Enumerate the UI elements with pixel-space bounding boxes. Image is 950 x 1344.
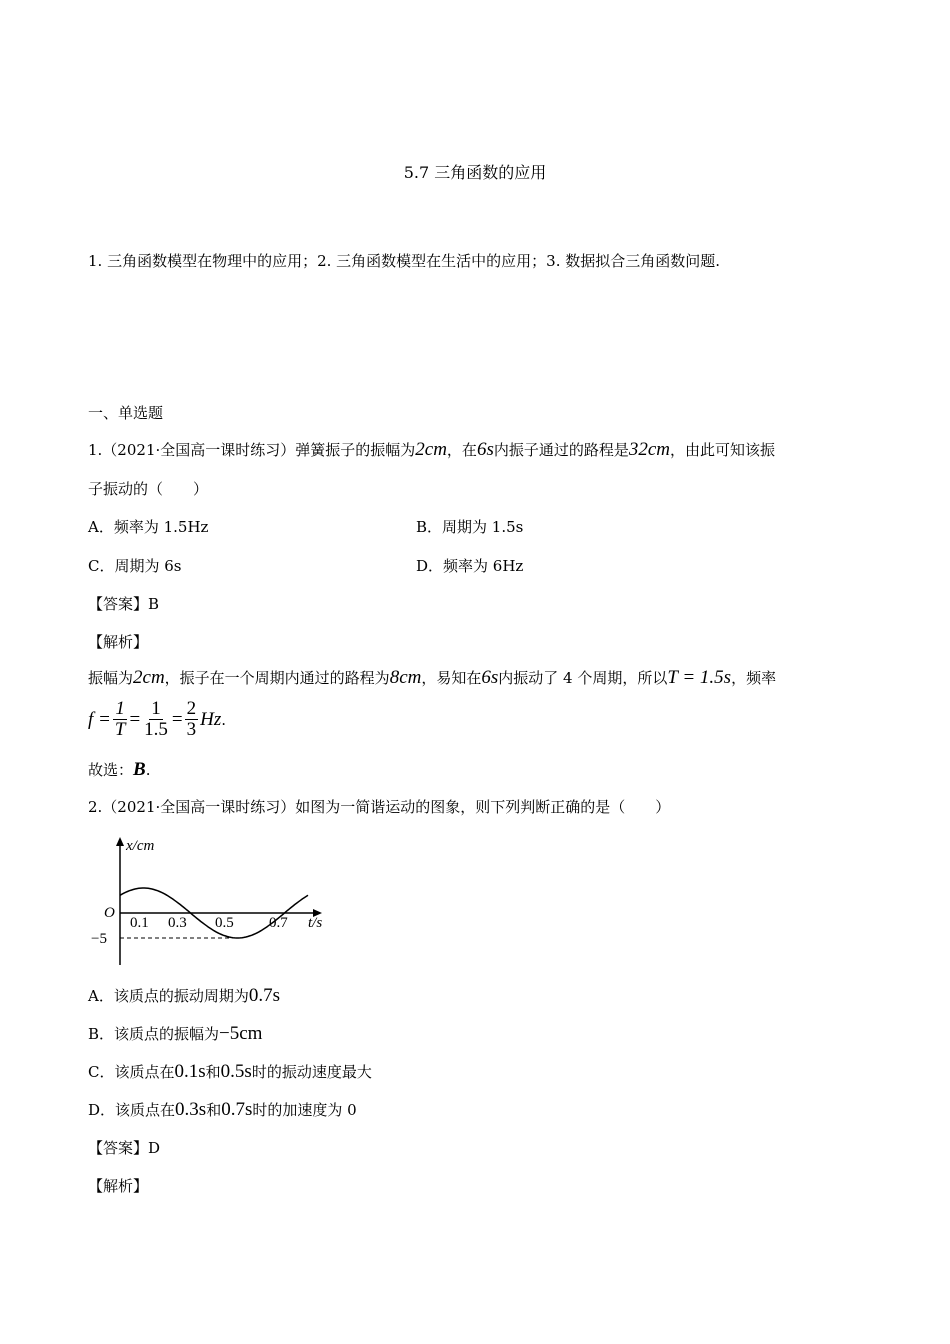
q1-option-b: B．周期为 1.5s: [416, 518, 524, 536]
q2-option-d-v2: 0.7s: [221, 1099, 253, 1120]
q1-analysis-v2: 8cm: [389, 667, 422, 688]
q1-analysis-period: T = 1.5s: [667, 667, 732, 688]
q2-stem: 2.（2021·全国高一课时练习）如图为一简谐运动的图象，则下列判断正确的是（ ）: [88, 798, 671, 816]
fraction-2: [142, 699, 170, 740]
q1-time: 6s: [476, 439, 494, 460]
q1-analysis-label: 【解析】: [88, 633, 149, 651]
fraction-1-den: T: [114, 719, 126, 740]
q1-analysis-e: ，频率: [731, 669, 777, 687]
q2-option-c: [88, 1061, 372, 1083]
learning-objectives: 1. 三角函数模型在物理中的应用；2. 三角函数模型在生活中的应用；3. 数据拟合三角函数问题.: [88, 252, 721, 270]
q1-frequency-formula: [88, 699, 226, 740]
x-tick-label-0.5: 0.5: [215, 915, 234, 931]
x-tick-label-0.1: 0.1: [130, 915, 149, 931]
x-axis-label: t/s: [308, 915, 323, 931]
q2-option-b-value: −5cm: [219, 1023, 263, 1044]
q1-choice-letter: B: [133, 759, 146, 780]
q2-analysis-label: 【解析】: [88, 1177, 149, 1195]
q1-stem-line2: 子振动的（ ）: [88, 480, 209, 498]
q1-distance: 32cm: [628, 439, 671, 460]
fraction-2-num: 1: [151, 698, 161, 719]
q1-analysis-v1: 2cm: [133, 667, 165, 688]
q2-option-a-text: A．该质点的振动周期为: [88, 987, 249, 1005]
q2-option-d-v1: 0.3s: [175, 1099, 207, 1120]
q2-option-c-v1: 0.1s: [174, 1061, 206, 1082]
q1-answer: 【答案】B: [88, 595, 160, 613]
fraction-3: [185, 699, 199, 740]
fraction-1-num: 1: [115, 698, 125, 719]
q1-stem-b: ，在: [446, 441, 477, 459]
q1-analysis-a: 振幅为: [88, 669, 134, 687]
q2-option-c-end: 时的振动速度最大: [251, 1063, 372, 1081]
q2-option-d: [88, 1099, 357, 1121]
x-tick-label-0.7: 0.7: [269, 915, 288, 931]
q1-stem-d: ，由此可知该振: [670, 441, 776, 459]
q2-option-c-v2: 0.5s: [220, 1061, 252, 1082]
equals-1: =: [129, 708, 141, 730]
q1-choice-end: .: [145, 761, 151, 779]
q1-analysis-v3: 6s: [481, 667, 499, 688]
q1-analysis-line1: [88, 667, 776, 689]
fraction-1: [113, 699, 128, 740]
q1-option-a: A．频率为 1.5Hz: [88, 518, 209, 536]
formula-lhs: f =: [88, 708, 111, 730]
q2-option-b-text: B．该质点的振幅为: [88, 1025, 220, 1043]
section-heading: 一、单选题: [88, 404, 164, 422]
q2-option-a-value: 0.7s: [248, 985, 280, 1006]
q1-choice: [88, 759, 150, 781]
q2-option-d-text: D．该质点在: [88, 1101, 176, 1119]
q1-choice-prefix: 故选：: [88, 761, 134, 779]
formula-unit: Hz: [200, 708, 222, 730]
y-axis-arrow: [116, 837, 124, 846]
fraction-2-den: 1.5: [144, 719, 168, 740]
q1-stem-a: 1.（2021·全国高一课时练习）弹簧振子的振幅为: [88, 441, 416, 459]
q1-stem: [88, 439, 775, 461]
q2-option-d-mid: 和: [206, 1101, 222, 1119]
q1-option-c: C．周期为 6s: [88, 557, 182, 575]
q1-stem-c: 内振子通过的路程是: [493, 441, 629, 459]
y-axis-label: x/cm: [126, 838, 155, 854]
origin-label: O: [104, 905, 115, 921]
page-title: 5.7 三角函数的应用: [403, 163, 547, 182]
y-tick-label-minus5: −5: [91, 931, 107, 947]
q2-option-c-text: C．该质点在: [88, 1063, 175, 1081]
q2-option-c-mid: 和: [205, 1063, 221, 1081]
x-tick-label-0.3: 0.3: [168, 915, 187, 931]
shm-graph: [88, 833, 338, 968]
q2-option-d-end: 时的加速度为 0: [252, 1101, 357, 1119]
fraction-3-den: 3: [186, 719, 197, 740]
q1-option-d: D．频率为 6Hz: [416, 557, 524, 575]
q1-amplitude: 2cm: [415, 439, 447, 460]
q2-answer: 【答案】D: [88, 1139, 161, 1157]
q2-option-a: [88, 985, 280, 1007]
q1-analysis-c: ，易知在: [421, 669, 482, 687]
q1-analysis-b: ，振子在一个周期内通过的路程为: [164, 669, 390, 687]
equals-2: =: [171, 708, 183, 730]
fraction-3-num: 2: [186, 698, 197, 719]
q2-option-b: [88, 1023, 262, 1045]
q1-analysis-d: 内振动了 4 个周期，所以: [498, 669, 668, 687]
formula-end: .: [221, 710, 227, 729]
